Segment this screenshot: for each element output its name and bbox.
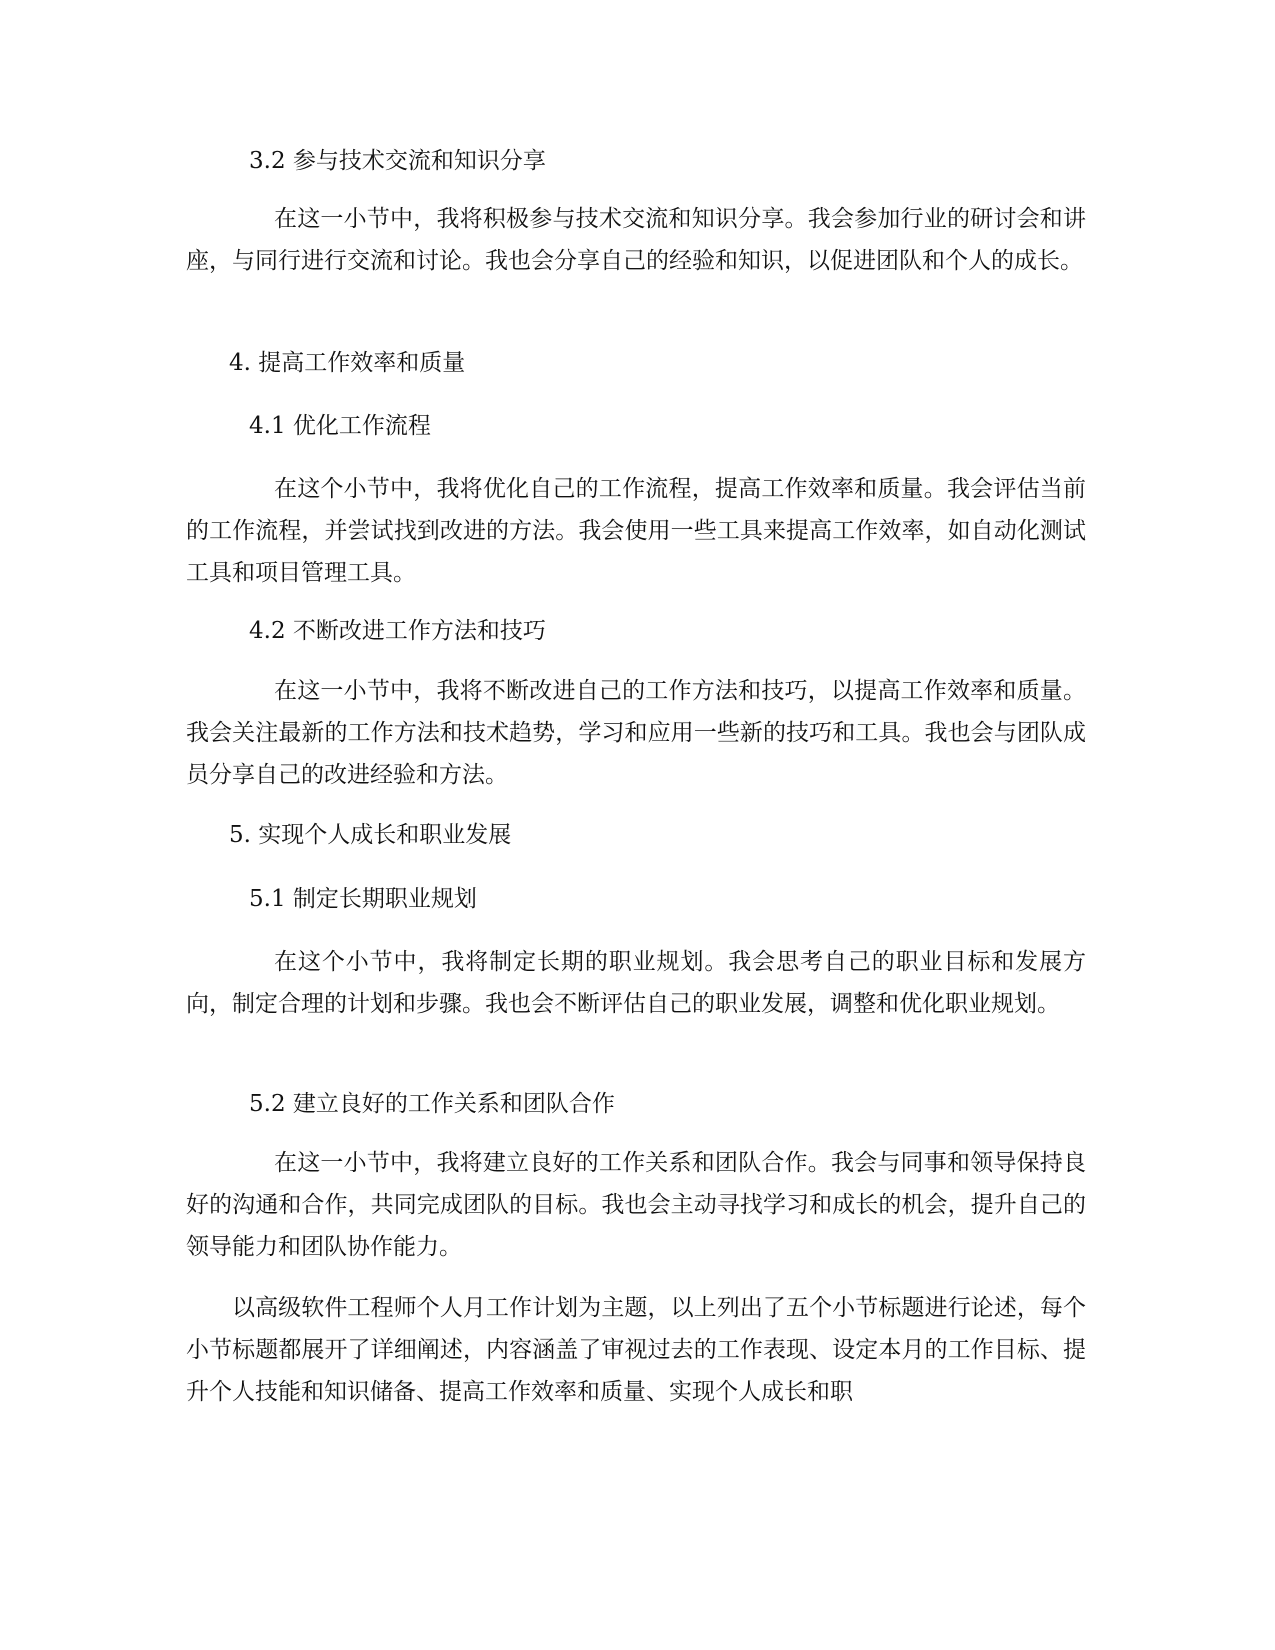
section-body-4-2: 在这一小节中，我将不断改进自己的工作方法和技巧，以提高工作效率和质量。我会关注最新的工作方法和技术趋势，学习和应用一些新的技巧和工具。我也会与团队成员分享自己的改进经验和方法。: [186, 678, 1086, 788]
section-heading-3-2: 3.2 参与技术交流和知识分享: [249, 148, 546, 174]
section-body-4-1: 在这个小节中，我将优化自己的工作流程，提高工作效率和质量。我会评估当前的工作流程，并尝试找到改进的方法。我会使用一些工具来提高工作效率，如自动化测试工具和项目管理工具。: [186, 476, 1086, 586]
section-body-5-2: 在这一小节中，我将建立良好的工作关系和团队合作。我会与同事和领导保持良好的沟通和合作，共同完成团队的目标。我也会主动寻找学习和成长的机会，提升自己的领导能力和团队协作能力。: [186, 1150, 1086, 1260]
section-heading-4-2: 4.2 不断改进工作方法和技巧: [249, 618, 546, 644]
section-body-5-1: 在这个小节中，我将制定长期的职业规划。我会思考自己的职业目标和发展方向，制定合理的计划和步骤。我也会不断评估自己的职业发展，调整和优化职业规划。: [186, 949, 1086, 1017]
section-heading-5: 5. 实现个人成长和职业发展: [229, 822, 512, 848]
section-body-3-2: 在这一小节中，我将积极参与技术交流和知识分享。我会参加行业的研讨会和讲座，与同行进行交流和讨论。我也会分享自己的经验和知识，以促进团队和个人的成长。: [186, 206, 1086, 274]
section-heading-4-1: 4.1 优化工作流程: [249, 413, 431, 439]
section-heading-4: 4. 提高工作效率和质量: [229, 350, 466, 376]
section-heading-5-1: 5.1 制定长期职业规划: [249, 886, 477, 912]
section-heading-5-2: 5.2 建立良好的工作关系和团队合作: [249, 1091, 615, 1117]
summary-paragraph: 以高级软件工程师个人月工作计划为主题，以上列出了五个小节标题进行论述，每个小节标题都展开了详细阐述，内容涵盖了审视过去的工作表现、设定本月的工作目标、提升个人技能和知识储备、提高工作效率和质量、实现个人成长和职: [186, 1295, 1086, 1405]
